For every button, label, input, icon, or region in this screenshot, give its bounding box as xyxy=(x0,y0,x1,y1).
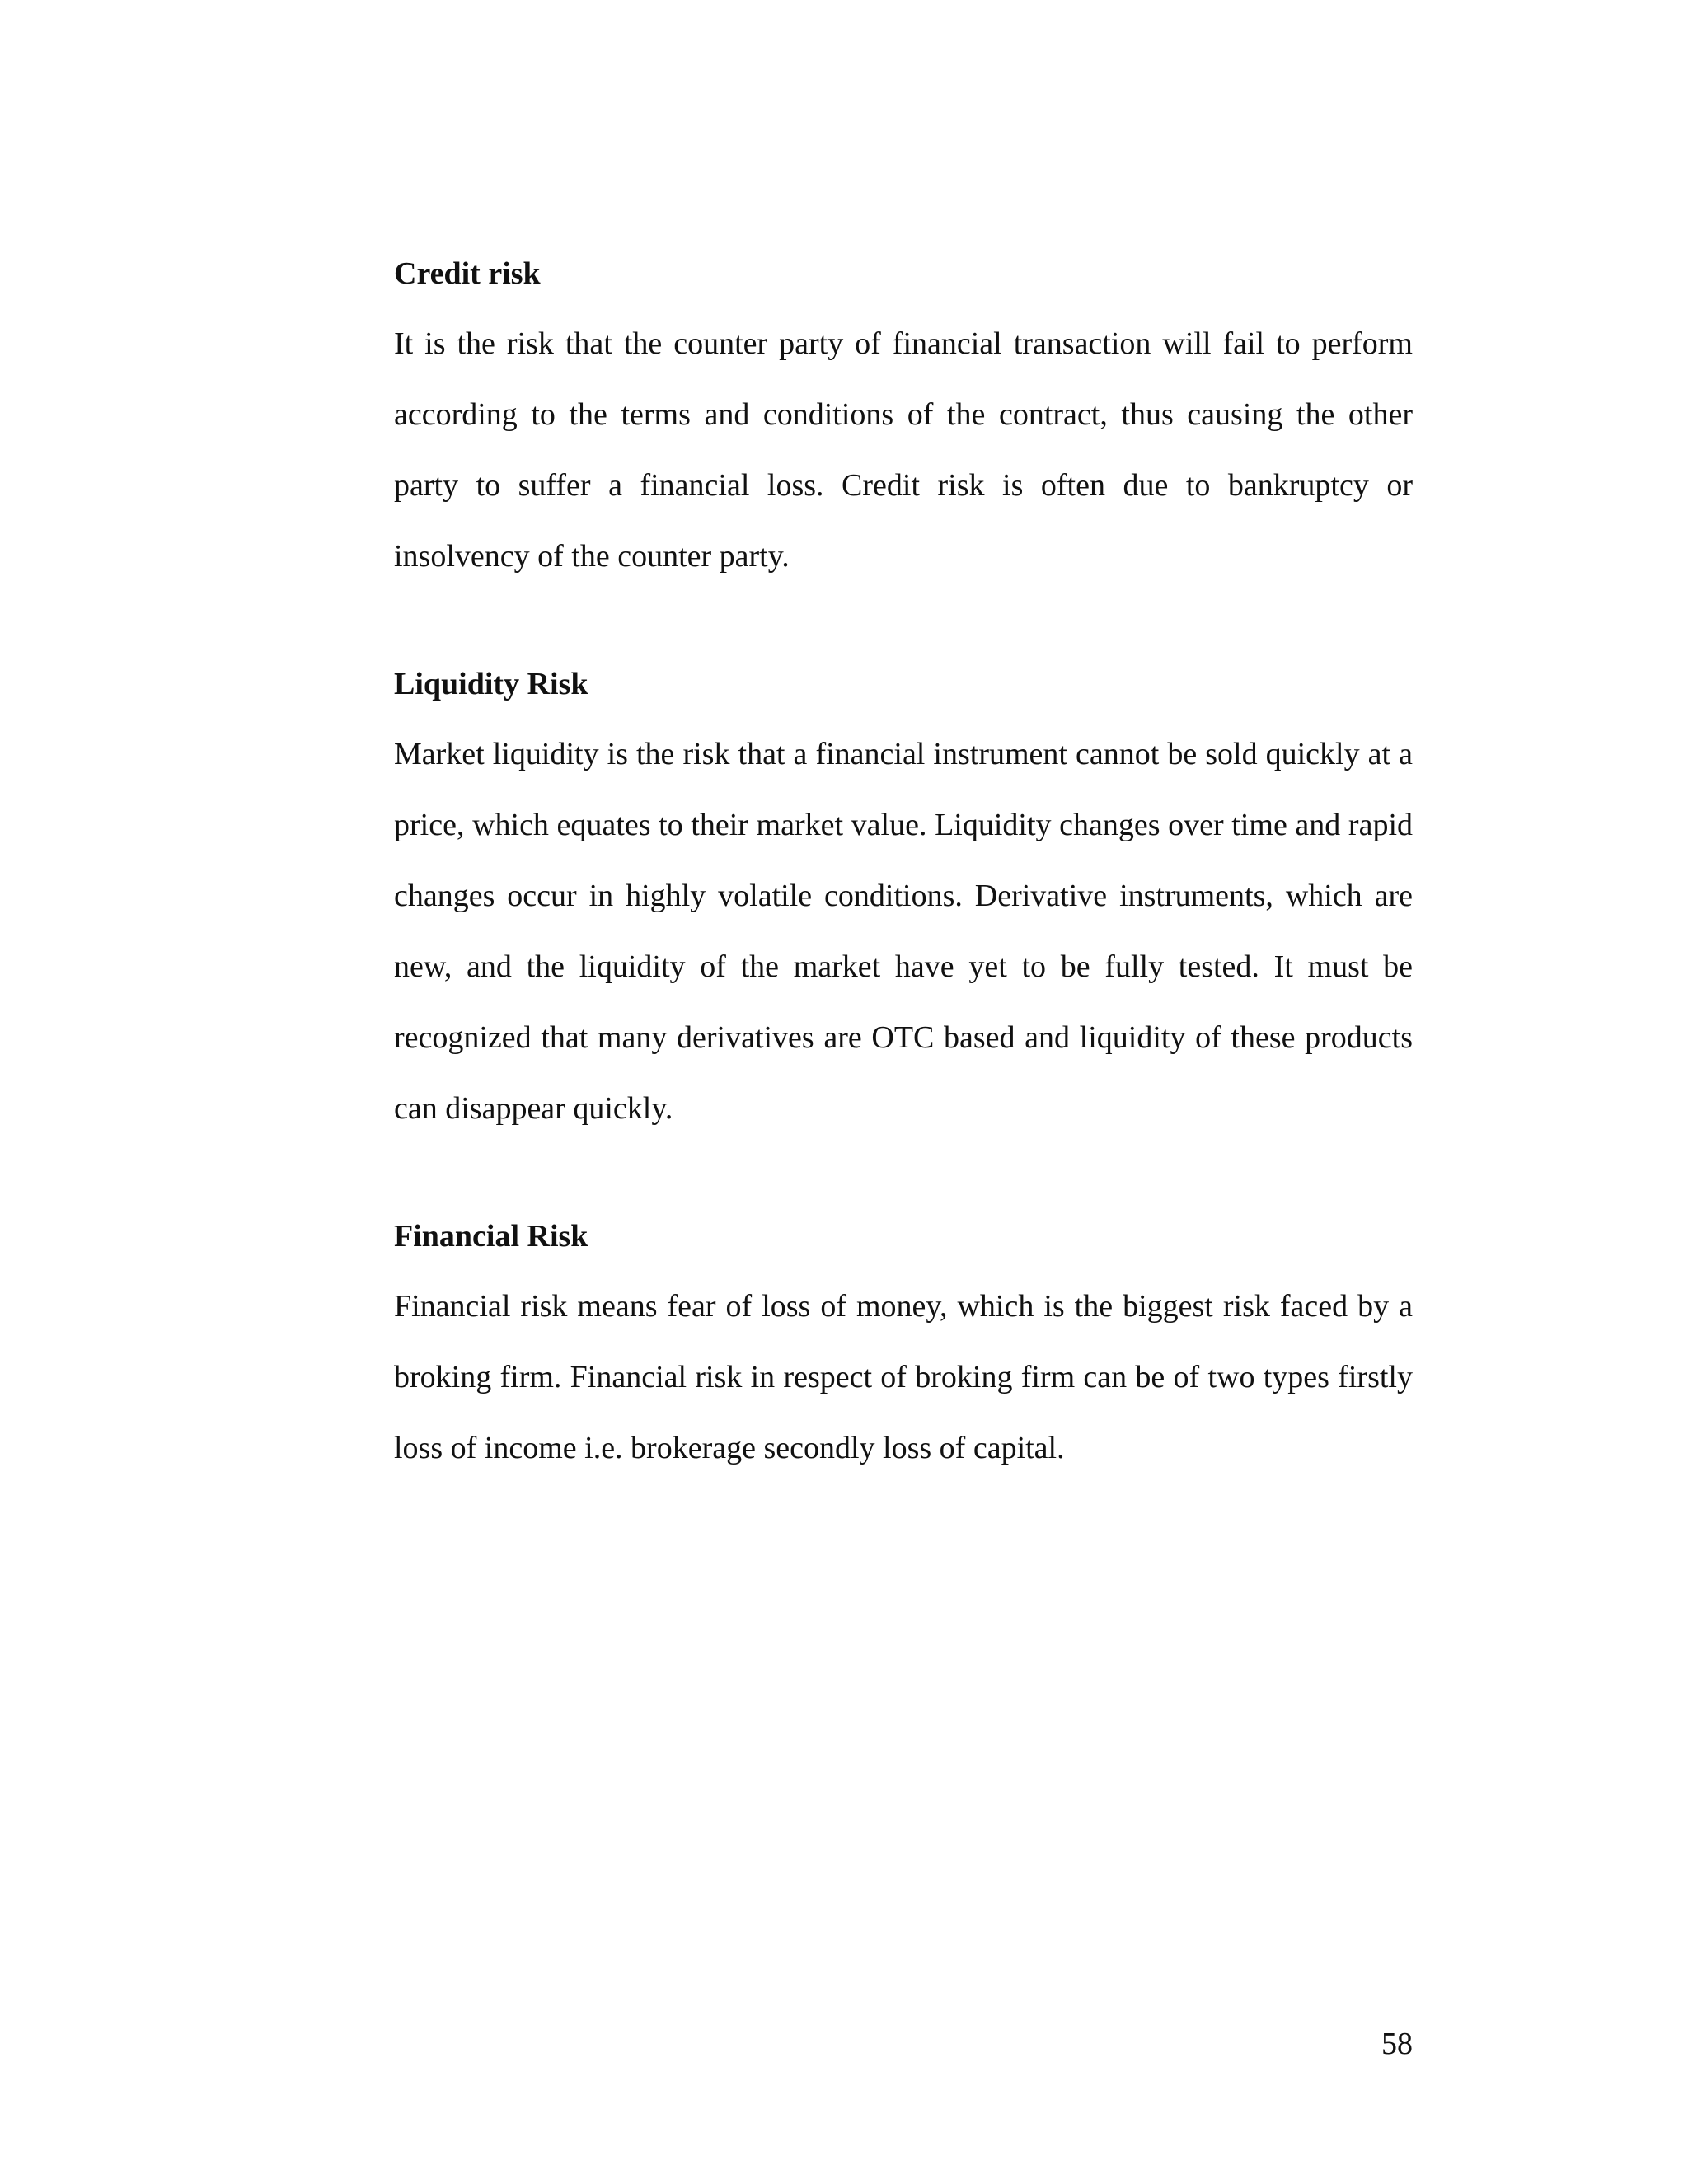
page-number: 58 xyxy=(1381,2027,1413,2061)
section-paragraph: Financial risk means fear of loss of money, which is the biggest risk faced by a broking firm. Financial risk in respect of broking firm can be of two types firstly loss of income i.e. brokerage secondly loss of capital. xyxy=(394,1289,1413,1465)
page-content xyxy=(394,247,1413,1483)
section-heading: Liquidity Risk xyxy=(394,667,588,701)
section-paragraph: It is the risk that the counter party of financial transaction will fail to perform according to the terms and conditions of the contract, thus causing the other party to suffer a financial loss. Credit risk is often due to bankruptcy or insolvency of the counter party. xyxy=(394,326,1413,574)
section-spacer xyxy=(394,1144,1413,1210)
section-financial-risk xyxy=(394,1210,1413,1483)
section-heading: Credit risk xyxy=(394,256,541,291)
section-credit-risk xyxy=(394,247,1413,592)
section-heading: Financial Risk xyxy=(394,1219,588,1254)
section-paragraph: Market liquidity is the risk that a financial instrument cannot be sold quickly at a price, which equates to their market value. Liquidity changes over time and rapid changes occur in highly volatile conditions. Derivative instruments, which are new, and the liquidity of the market have yet to be fully tested. It must be recognized that many derivatives are OTC based and liquidity of these products can disappear quickly. xyxy=(394,737,1413,1126)
section-liquidity-risk xyxy=(394,658,1413,1144)
section-spacer xyxy=(394,592,1413,658)
